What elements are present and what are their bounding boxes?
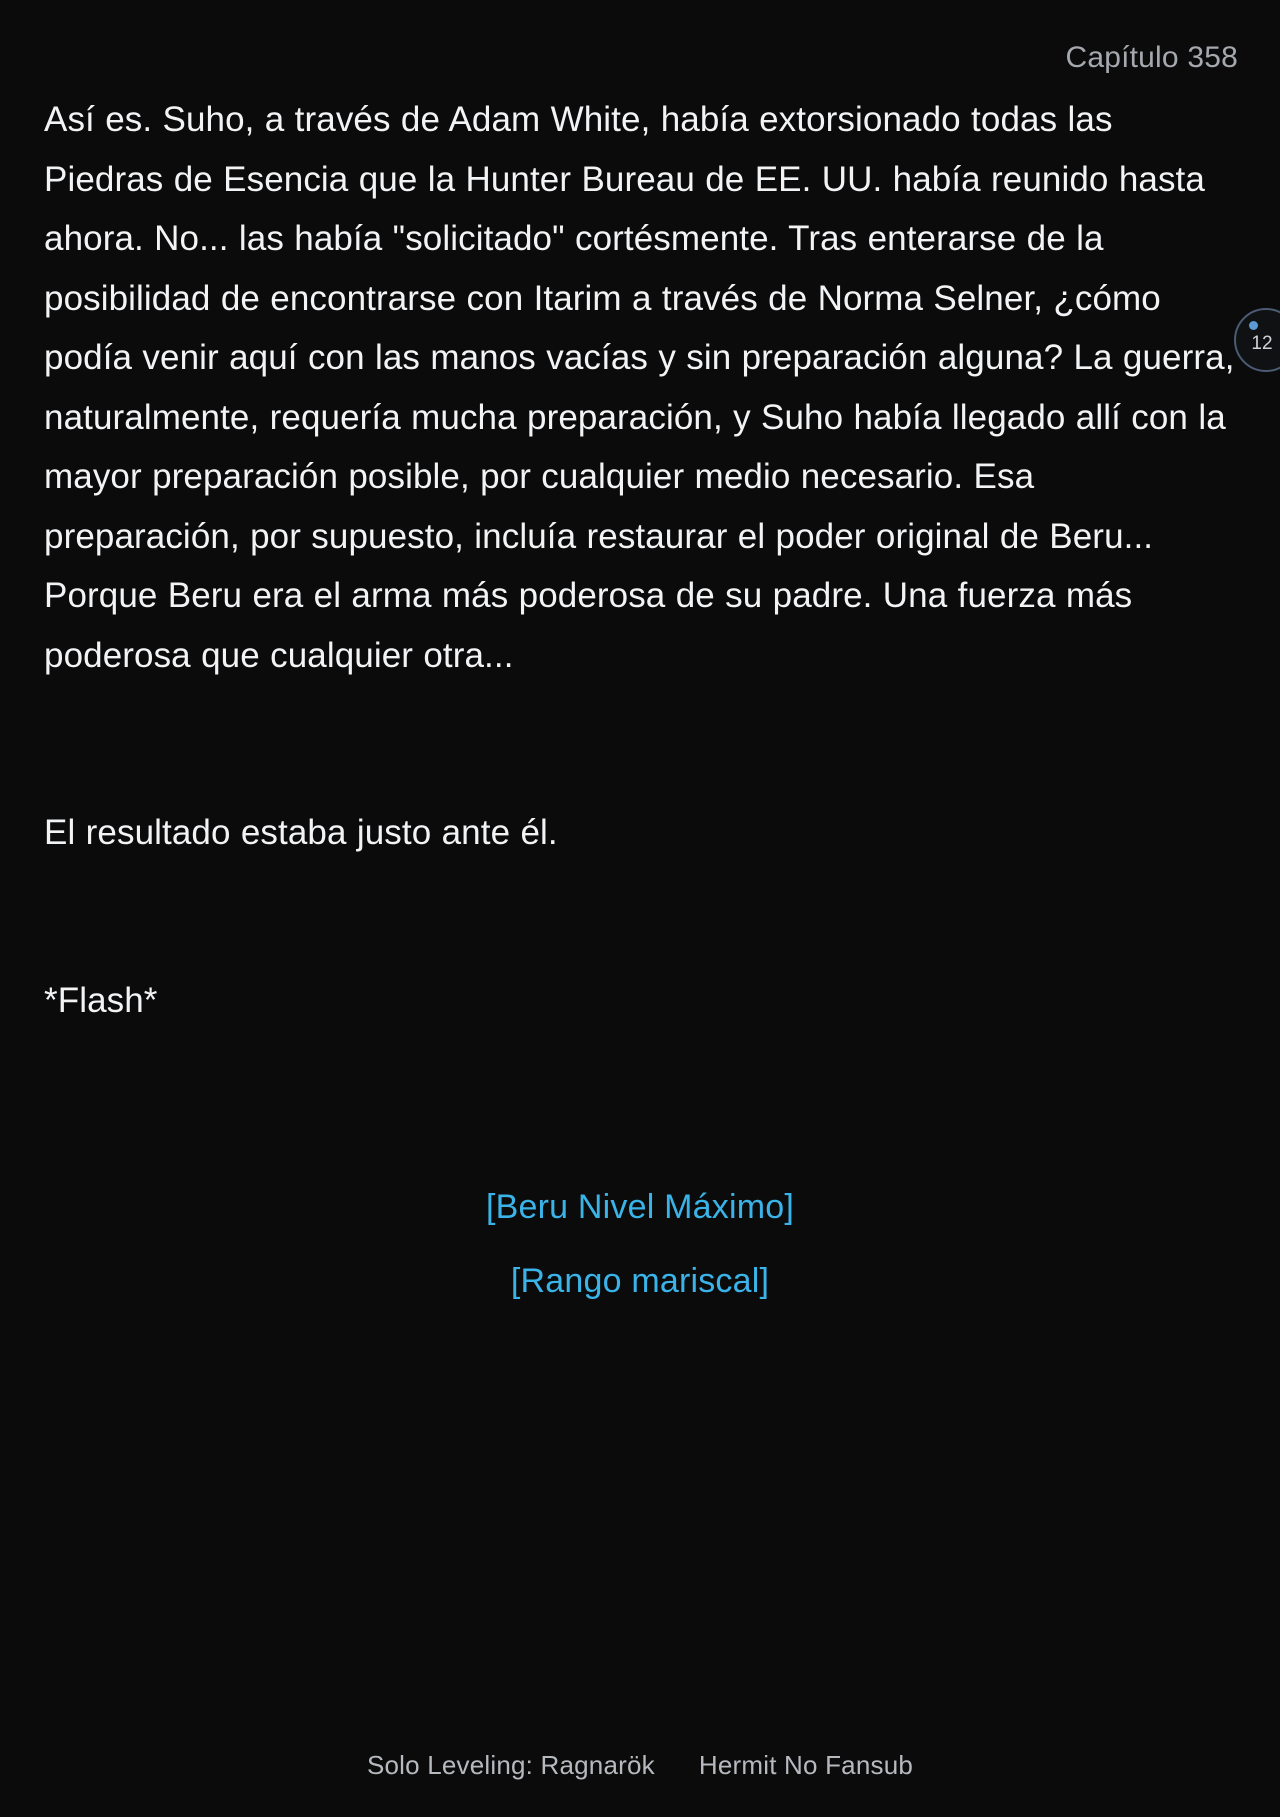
paragraph-2: El resultado estaba justo ante él. [44, 813, 558, 852]
comment-count-label: 12 [1251, 333, 1273, 354]
footer-group-name: Hermit No Fansub [698, 1750, 914, 1780]
paragraph-spacer [44, 1030, 1236, 1150]
chapter-label: Capítulo 358 [1065, 41, 1238, 74]
paragraph-spacer [44, 863, 1236, 971]
paragraph-1: Así es. Suho, a través de Adam White, había extorsionado todas las Piedras de Esencia que la Hunter Bureau de EE. UU. había reunido hasta ahora. No... las había "solicitado" cortésmente. Tras enterarse de la posibilidad de encontrarse con Itarim a través de Norma Selner, ¿cómo podía venir aquí con las manos vacías y sin preparación alguna? La guerra, naturalmente, requería mucha preparación, y Suho había llegado allí con la mayor preparación posible, por cualquier medio necesario. Esa preparación, por supuesto, incluía restaurar el poder original de Beru... Porque Beru era el arma más poderosa de su padre. Una fuerza más poderosa que cualquier otra... [44, 100, 1235, 675]
comment-count-badge[interactable] [1234, 308, 1280, 372]
chapter-text-body [44, 90, 1236, 1309]
paragraph-3: *Flash* [44, 980, 158, 1020]
system-line-2: [Rango mariscal] [510, 1262, 770, 1301]
system-line-1: [Beru Nivel Máximo] [486, 1188, 794, 1226]
comment-dot-icon [1249, 321, 1258, 330]
footer-credits [0, 1750, 1280, 1781]
system-message-block [44, 1180, 1236, 1309]
paragraph-spacer [44, 685, 1236, 803]
footer-series-title: Solo Leveling: Ragnarök [366, 1750, 655, 1780]
